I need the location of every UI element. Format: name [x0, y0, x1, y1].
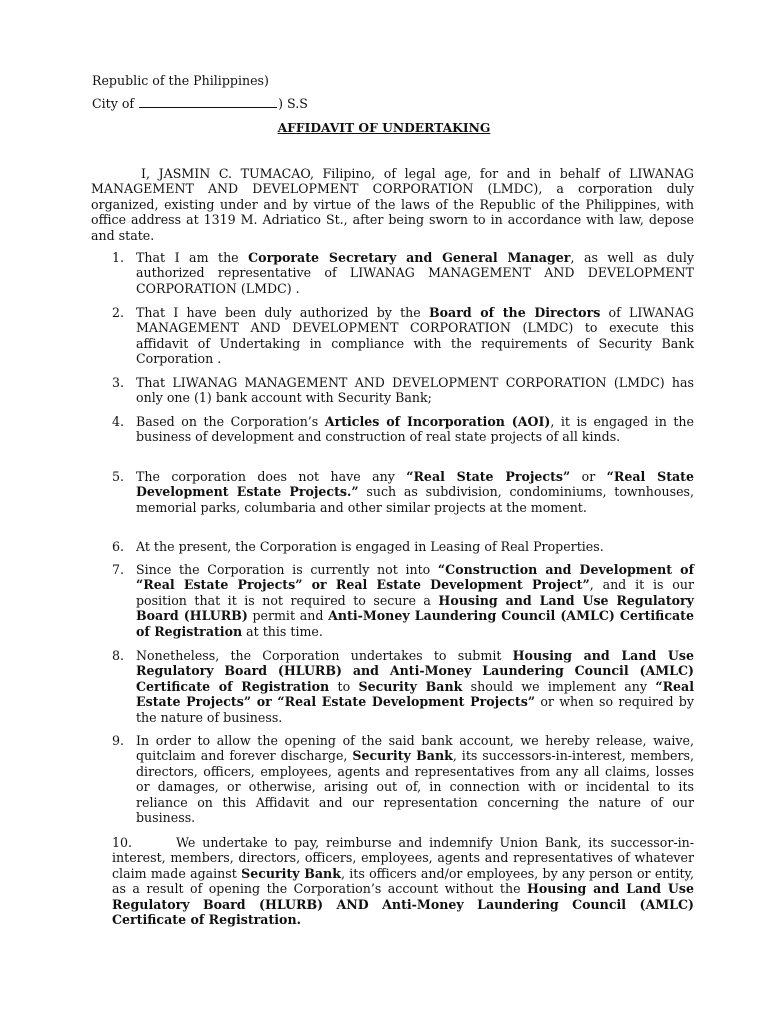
- item-text: [136, 250, 694, 296]
- text-run: , its officers and/or employees, by any person or entity, as a result of opening the Corporation’s account without the: [112, 865, 695, 897]
- bold-text-run: “Real Estate Projects” or “Real Estate Development Projects”: [136, 678, 694, 710]
- bold-text-run: Corporate Secretary and General Manager: [248, 250, 571, 265]
- item-text: [136, 414, 694, 445]
- text-run: to: [329, 678, 359, 694]
- item-number: 5.: [112, 469, 125, 484]
- numbered-item: [112, 469, 694, 515]
- text-run: , as well as duly authorized representative of LIWANAG MANAGEMENT AND DEVELOPMENT CORPORATION (LMDC) .: [136, 250, 694, 296]
- text-run: , it is engaged in the business of development and construction of real state projects of all kinds.: [136, 414, 694, 445]
- bold-text-run: Security Bank: [241, 865, 341, 881]
- bold-text-run: “Real State Development Estate Projects.”: [136, 469, 695, 500]
- bold-text-run: “Real State Projects”: [406, 469, 571, 484]
- text-run: , and it is our position that it is not required to secure a: [136, 577, 694, 608]
- item-number: 7.: [112, 562, 125, 577]
- city-suffix: ) S.S: [278, 96, 308, 111]
- item-text: [136, 648, 694, 725]
- text-run: or: [570, 469, 607, 484]
- numbered-item: [112, 539, 694, 554]
- text-run: At the present, the Corporation is engaged in Leasing of Real Properties.: [136, 539, 604, 554]
- numbered-item: [112, 250, 694, 296]
- bold-text-run: Security Bank: [352, 748, 453, 764]
- text-run: permit and: [247, 608, 329, 624]
- item-number: 4.: [112, 414, 125, 429]
- header-city-line: [92, 96, 308, 111]
- document-title: AFFIDAVIT OF UNDERTAKING: [277, 120, 491, 135]
- item-text: [136, 305, 694, 367]
- numbered-item: [112, 305, 694, 367]
- numbered-item: [112, 414, 694, 445]
- intro-paragraph: I, JASMIN C. TUMACAO, Filipino, of legal age, for and in behalf of LIWANAG MANAGEMENT AND DEVELOPMENT CORPORATION (LMDC), a corporation duly organized, existing under and by virtue of the laws of the Republic of the Philippines, with office address at 1319 M. Adriatico St., after being sworn to in accordance with law, depose and state.: [91, 166, 694, 243]
- text-run: In order to allow the opening of the said bank account, we hereby release, waive, quitclaim and forever discharge,: [136, 733, 694, 764]
- item-number: 2.: [112, 305, 125, 320]
- text-run: should we implement any: [462, 678, 656, 694]
- item-number: 6.: [112, 539, 125, 554]
- city-label: City of: [92, 96, 135, 111]
- numbered-item: [112, 375, 694, 406]
- text-run: That I have been duly authorized by the: [136, 305, 429, 320]
- item-text-paragraph: [112, 835, 694, 927]
- text-run: Nonetheless, the Corporation undertakes to submit: [136, 648, 513, 663]
- numbered-item: [112, 648, 694, 725]
- text-run: That I am the: [136, 250, 249, 265]
- bold-text-run: “Construction and Development of “Real Estate Projects” or Real Estate Development Project”: [136, 562, 694, 593]
- bold-text-run: Housing and Land Use Regulatory Board (HLURB) AND Anti-Money Laundering Council (AMLC) Certificate of Registration.: [112, 881, 694, 928]
- item-text: [136, 539, 694, 554]
- item-text: [112, 835, 694, 927]
- bold-text-run: Board of the Directors: [429, 305, 601, 320]
- text-run: of LIWANAG MANAGEMENT AND DEVELOPMENT CORPORATION (LMDC) to execute this affidavit of Undertaking in compliance with the requirements of Security Bank Corporation .: [136, 305, 694, 367]
- item-number: 1.: [112, 250, 125, 265]
- text-run: , its successors-in-interest, members, directors, officers, employees, agents and representatives from any all claims, losses or damages, or otherwise, arising out of, in connection with or incidental to its reliance on this Affidavit and our representation concerning the nature of our business.: [136, 748, 694, 826]
- text-run: Based on the Corporation’s: [136, 414, 325, 429]
- numbered-item: [112, 835, 694, 927]
- bold-text-run: Housing and Land Use Regulatory Board (HLURB): [136, 592, 694, 624]
- text-run: The corporation does not have any: [136, 469, 407, 484]
- item-text: [136, 733, 694, 825]
- numbered-item: [112, 733, 694, 825]
- item-text: [136, 469, 694, 515]
- text-run: Since the Corporation is currently not into: [136, 562, 438, 577]
- text-run: at this time.: [242, 623, 323, 639]
- text-run: or when so required by the nature of business.: [136, 694, 694, 725]
- item-number: 9.: [112, 733, 125, 748]
- item-text: [136, 562, 694, 639]
- bold-text-run: Articles of Incorporation (AOI): [324, 414, 551, 429]
- numbered-item: [112, 562, 694, 639]
- item-text: [136, 375, 694, 406]
- bold-text-run: Security Bank: [358, 678, 463, 694]
- text-run: We undertake to pay, reimburse and indemnify Union Bank, its successor-in-interest, members, directors, officers, employees, agents and representatives of whatever claim made against: [112, 835, 694, 881]
- city-blank-line: [139, 96, 277, 108]
- header-republic-line: Republic of the Philippines): [92, 73, 269, 88]
- item-number: 3.: [112, 375, 125, 390]
- bold-text-run: Housing and Land Use Regulatory Board (HLURB) and Anti-Money Laundering Council (AMLC) Certificate of Registration: [136, 648, 694, 694]
- item-number: 10.: [112, 835, 133, 850]
- text-run: such as subdivision, condominiums, townhouses, memorial parks, columbaria and other similar projects at the moment.: [136, 484, 694, 515]
- text-run: That LIWANAG MANAGEMENT AND DEVELOPMENT CORPORATION (LMDC) has only one (1) bank account with Security Bank;: [136, 375, 694, 406]
- item-number: 8.: [112, 648, 125, 663]
- bold-text-run: Anti-Money Laundering Council (AMLC) Certificate of Registration: [136, 608, 694, 639]
